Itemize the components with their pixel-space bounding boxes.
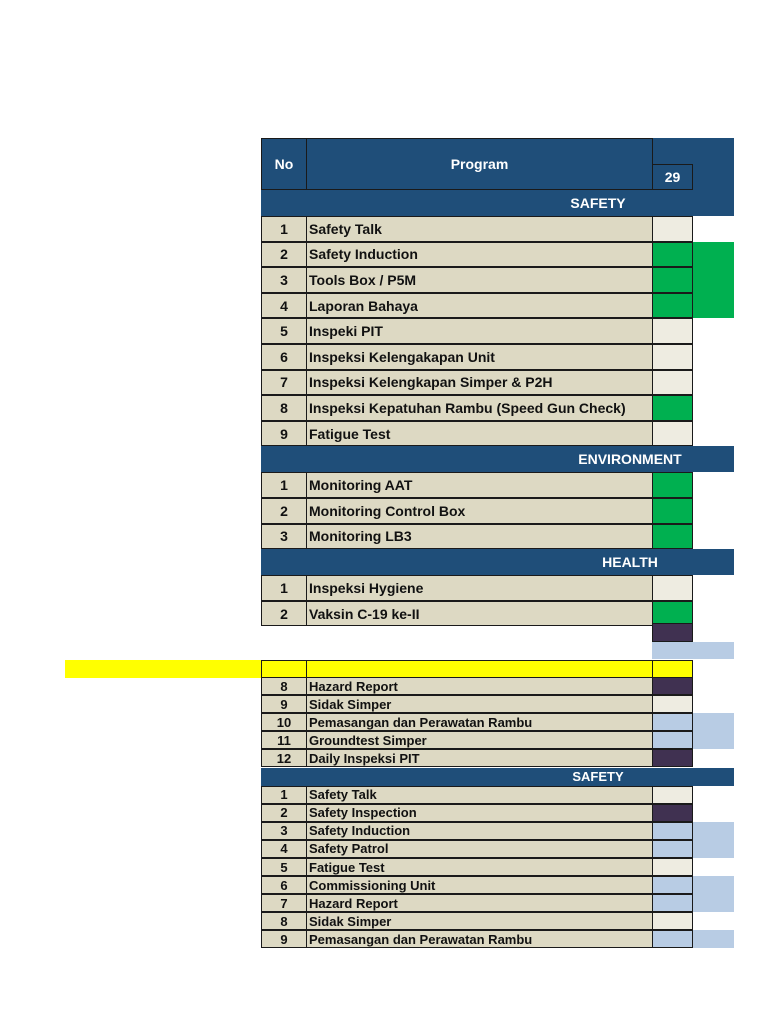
status-overflow-fill <box>693 876 734 894</box>
status-cell[interactable] <box>652 749 693 767</box>
program-name: Hazard Report <box>309 678 398 694</box>
program-name: Safety Talk <box>309 220 382 237</box>
row-number-cell[interactable] <box>261 370 307 396</box>
program-header-cell <box>306 138 653 190</box>
status-cell[interactable] <box>652 267 693 293</box>
row-number-cell[interactable] <box>261 695 307 713</box>
status-cell[interactable] <box>652 876 693 894</box>
row-number: 1 <box>280 579 288 596</box>
day-header-cell <box>652 164 693 190</box>
row-number: 5 <box>280 859 288 875</box>
status-cell[interactable] <box>652 930 693 948</box>
row-number-cell[interactable] <box>261 601 307 627</box>
status-overflow-fill <box>693 840 734 858</box>
status-cell[interactable] <box>652 498 693 524</box>
row-number-cell[interactable] <box>261 524 307 550</box>
program-name-cell[interactable] <box>306 575 653 601</box>
highlighted-cell[interactable] <box>306 660 653 678</box>
status-cell[interactable] <box>652 472 693 498</box>
row-number: 1 <box>280 220 288 237</box>
section-title: SAFETY <box>570 195 626 211</box>
status-cell[interactable] <box>652 395 693 421</box>
program-name-cell[interactable] <box>306 524 653 550</box>
program-name: Inspeksi Kepatuhan Rambu (Speed Gun Check) <box>309 399 626 416</box>
row-number-cell[interactable] <box>261 876 307 894</box>
row-number-cell[interactable] <box>261 858 307 876</box>
row-number-cell[interactable] <box>261 894 307 912</box>
program-name: Inspeksi Kelengkapan Simper & P2H <box>309 374 553 391</box>
row-number-cell[interactable] <box>261 677 307 695</box>
status-cell[interactable] <box>652 786 693 804</box>
status-cell[interactable] <box>652 216 693 242</box>
program-name: Safety Patrol <box>309 841 389 857</box>
row-number: 11 <box>277 732 291 748</box>
status-cell[interactable] <box>652 318 693 344</box>
program-name: Monitoring Control Box <box>309 502 466 519</box>
program-name: Safety Induction <box>309 246 418 263</box>
status-overflow-fill <box>693 713 734 731</box>
highlight-bar <box>65 660 261 678</box>
program-name-cell[interactable] <box>306 395 653 421</box>
row-number: 3 <box>280 271 288 288</box>
row-number-cell[interactable] <box>261 344 307 370</box>
row-number: 4 <box>280 297 288 314</box>
row-number: 3 <box>280 528 288 545</box>
row-number: 5 <box>280 323 288 340</box>
row-number-cell[interactable] <box>261 395 307 421</box>
row-number: 1 <box>280 477 288 494</box>
program-name: Laporan Bahaya <box>309 297 418 314</box>
program-name: Safety Induction <box>309 823 411 839</box>
status-cell[interactable] <box>652 695 693 713</box>
program-name-cell[interactable] <box>306 242 653 268</box>
status-cell[interactable] <box>652 840 693 858</box>
section-title-cell <box>518 768 678 786</box>
status-cell[interactable] <box>652 575 693 601</box>
status-cell[interactable] <box>652 642 734 659</box>
status-cell[interactable] <box>652 623 693 642</box>
row-number: 2 <box>280 502 288 519</box>
program-name-cell[interactable] <box>306 731 653 749</box>
status-cell[interactable] <box>652 731 693 749</box>
program-name-cell[interactable] <box>306 930 653 948</box>
status-overflow-fill <box>693 242 734 268</box>
program-name-cell[interactable] <box>306 370 653 396</box>
row-number: 6 <box>280 348 288 365</box>
program-name: Inspeksi Kelengakapan Unit <box>309 348 495 365</box>
program-name-cell[interactable] <box>306 421 653 447</box>
status-cell[interactable] <box>652 894 693 912</box>
row-number: 8 <box>280 913 288 929</box>
program-name-cell[interactable] <box>306 498 653 524</box>
program-name-cell[interactable] <box>306 786 653 804</box>
row-number-cell[interactable] <box>261 216 307 242</box>
row-number-cell[interactable] <box>261 318 307 344</box>
section-title: ENVIRONMENT <box>578 451 682 468</box>
row-number-cell[interactable] <box>261 498 307 524</box>
program-name-cell[interactable] <box>306 695 653 713</box>
status-overflow-fill <box>693 267 734 293</box>
row-number-cell[interactable] <box>261 749 307 767</box>
status-cell[interactable] <box>652 524 693 550</box>
status-cell[interactable] <box>652 858 693 876</box>
section-title-cell <box>518 190 678 216</box>
section-title: HEALTH <box>602 554 658 571</box>
program-name: Hazard Report <box>309 895 398 911</box>
row-number: 1 <box>280 787 288 803</box>
status-cell[interactable] <box>652 822 693 840</box>
program-name-cell[interactable] <box>306 804 653 822</box>
status-cell[interactable] <box>652 421 693 447</box>
day-column-header: 29 <box>664 169 681 185</box>
row-number: 7 <box>280 374 288 391</box>
program-name-cell[interactable] <box>306 894 653 912</box>
program-name: Monitoring AAT <box>309 477 413 494</box>
program-name: Tools Box / P5M <box>309 271 417 288</box>
program-name-cell[interactable] <box>306 749 653 767</box>
status-cell[interactable] <box>652 242 693 268</box>
program-name: Sidak Simper <box>309 696 392 712</box>
row-number-cell[interactable] <box>261 930 307 948</box>
status-overflow-fill <box>693 293 734 319</box>
row-number: 12 <box>276 750 292 766</box>
row-number: 4 <box>280 841 288 857</box>
status-overflow-fill <box>693 731 734 749</box>
row-number: 3 <box>280 823 288 839</box>
program-name-cell[interactable] <box>306 677 653 695</box>
row-number-cell[interactable] <box>261 713 307 731</box>
row-number-cell[interactable] <box>261 731 307 749</box>
status-cell[interactable] <box>652 804 693 822</box>
row-number-cell[interactable] <box>261 267 307 293</box>
row-number-cell[interactable] <box>261 912 307 930</box>
program-name: Safety Inspection <box>309 805 417 821</box>
program-name-cell[interactable] <box>306 713 653 731</box>
program-name: Fatigue Test <box>309 859 385 875</box>
program-name: Inspeksi Hygiene <box>309 579 424 596</box>
program-name-cell[interactable] <box>306 876 653 894</box>
row-number-cell[interactable] <box>261 421 307 447</box>
status-overflow-fill <box>693 894 734 912</box>
status-cell[interactable] <box>652 344 693 370</box>
section-title-cell <box>550 549 710 575</box>
section-title-cell <box>550 446 710 472</box>
program-name-cell[interactable] <box>306 293 653 319</box>
program-name-cell[interactable] <box>306 858 653 876</box>
status-cell[interactable] <box>652 370 693 396</box>
program-name: Monitoring LB3 <box>309 528 412 545</box>
row-number: 2 <box>280 246 288 263</box>
program-name: Pemasangan dan Perawatan Rambu <box>309 714 533 730</box>
program-name: Sidak Simper <box>309 913 392 929</box>
row-number-cell[interactable] <box>261 242 307 268</box>
program-name-cell[interactable] <box>306 318 653 344</box>
program-name: Pemasangan dan Perawatan Rambu <box>309 931 533 947</box>
program-name: Daily Inspeksi PIT <box>309 750 420 766</box>
row-number-cell[interactable] <box>261 472 307 498</box>
program-name: Commissioning Unit <box>309 877 436 893</box>
row-number: 8 <box>280 399 288 416</box>
status-cell[interactable] <box>652 713 693 731</box>
row-number: 9 <box>280 696 288 712</box>
row-number-cell[interactable] <box>261 804 307 822</box>
row-number: 6 <box>280 877 288 893</box>
highlighted-cell[interactable] <box>652 660 693 678</box>
section-title: SAFETY <box>572 769 624 785</box>
program-name: Safety Talk <box>309 787 377 803</box>
row-number-cell[interactable] <box>261 840 307 858</box>
row-number: 9 <box>280 931 288 947</box>
program-name-cell[interactable] <box>306 601 653 627</box>
row-number-cell[interactable] <box>261 822 307 840</box>
row-number: 2 <box>280 605 288 622</box>
status-cell[interactable] <box>652 912 693 930</box>
program-name: Vaksin C-19 ke-II <box>309 605 420 622</box>
row-number: 2 <box>280 805 288 821</box>
program-name-cell[interactable] <box>306 344 653 370</box>
program-name-cell[interactable] <box>306 472 653 498</box>
status-overflow-fill <box>693 822 734 840</box>
program-name-cell[interactable] <box>306 267 653 293</box>
status-overflow-fill <box>693 930 734 948</box>
no-header-cell <box>261 138 307 190</box>
program-name-cell[interactable] <box>306 822 653 840</box>
status-cell[interactable] <box>652 677 693 695</box>
row-number-cell[interactable] <box>261 786 307 804</box>
row-number-cell[interactable] <box>261 293 307 319</box>
program-name-cell[interactable] <box>306 912 653 930</box>
no-column-header: No <box>274 156 294 172</box>
row-number: 7 <box>280 895 288 911</box>
row-number: 9 <box>280 425 288 442</box>
program-name-cell[interactable] <box>306 216 653 242</box>
row-number: 8 <box>280 678 288 694</box>
program-column-header: Program <box>450 156 509 172</box>
highlighted-cell[interactable] <box>261 660 307 678</box>
program-name: Inspeki PIT <box>309 323 383 340</box>
row-number-cell[interactable] <box>261 575 307 601</box>
program-name: Groundtest Simper <box>309 732 427 748</box>
program-name: Fatigue Test <box>309 425 391 442</box>
program-name-cell[interactable] <box>306 840 653 858</box>
row-number: 10 <box>276 714 292 730</box>
status-cell[interactable] <box>652 293 693 319</box>
